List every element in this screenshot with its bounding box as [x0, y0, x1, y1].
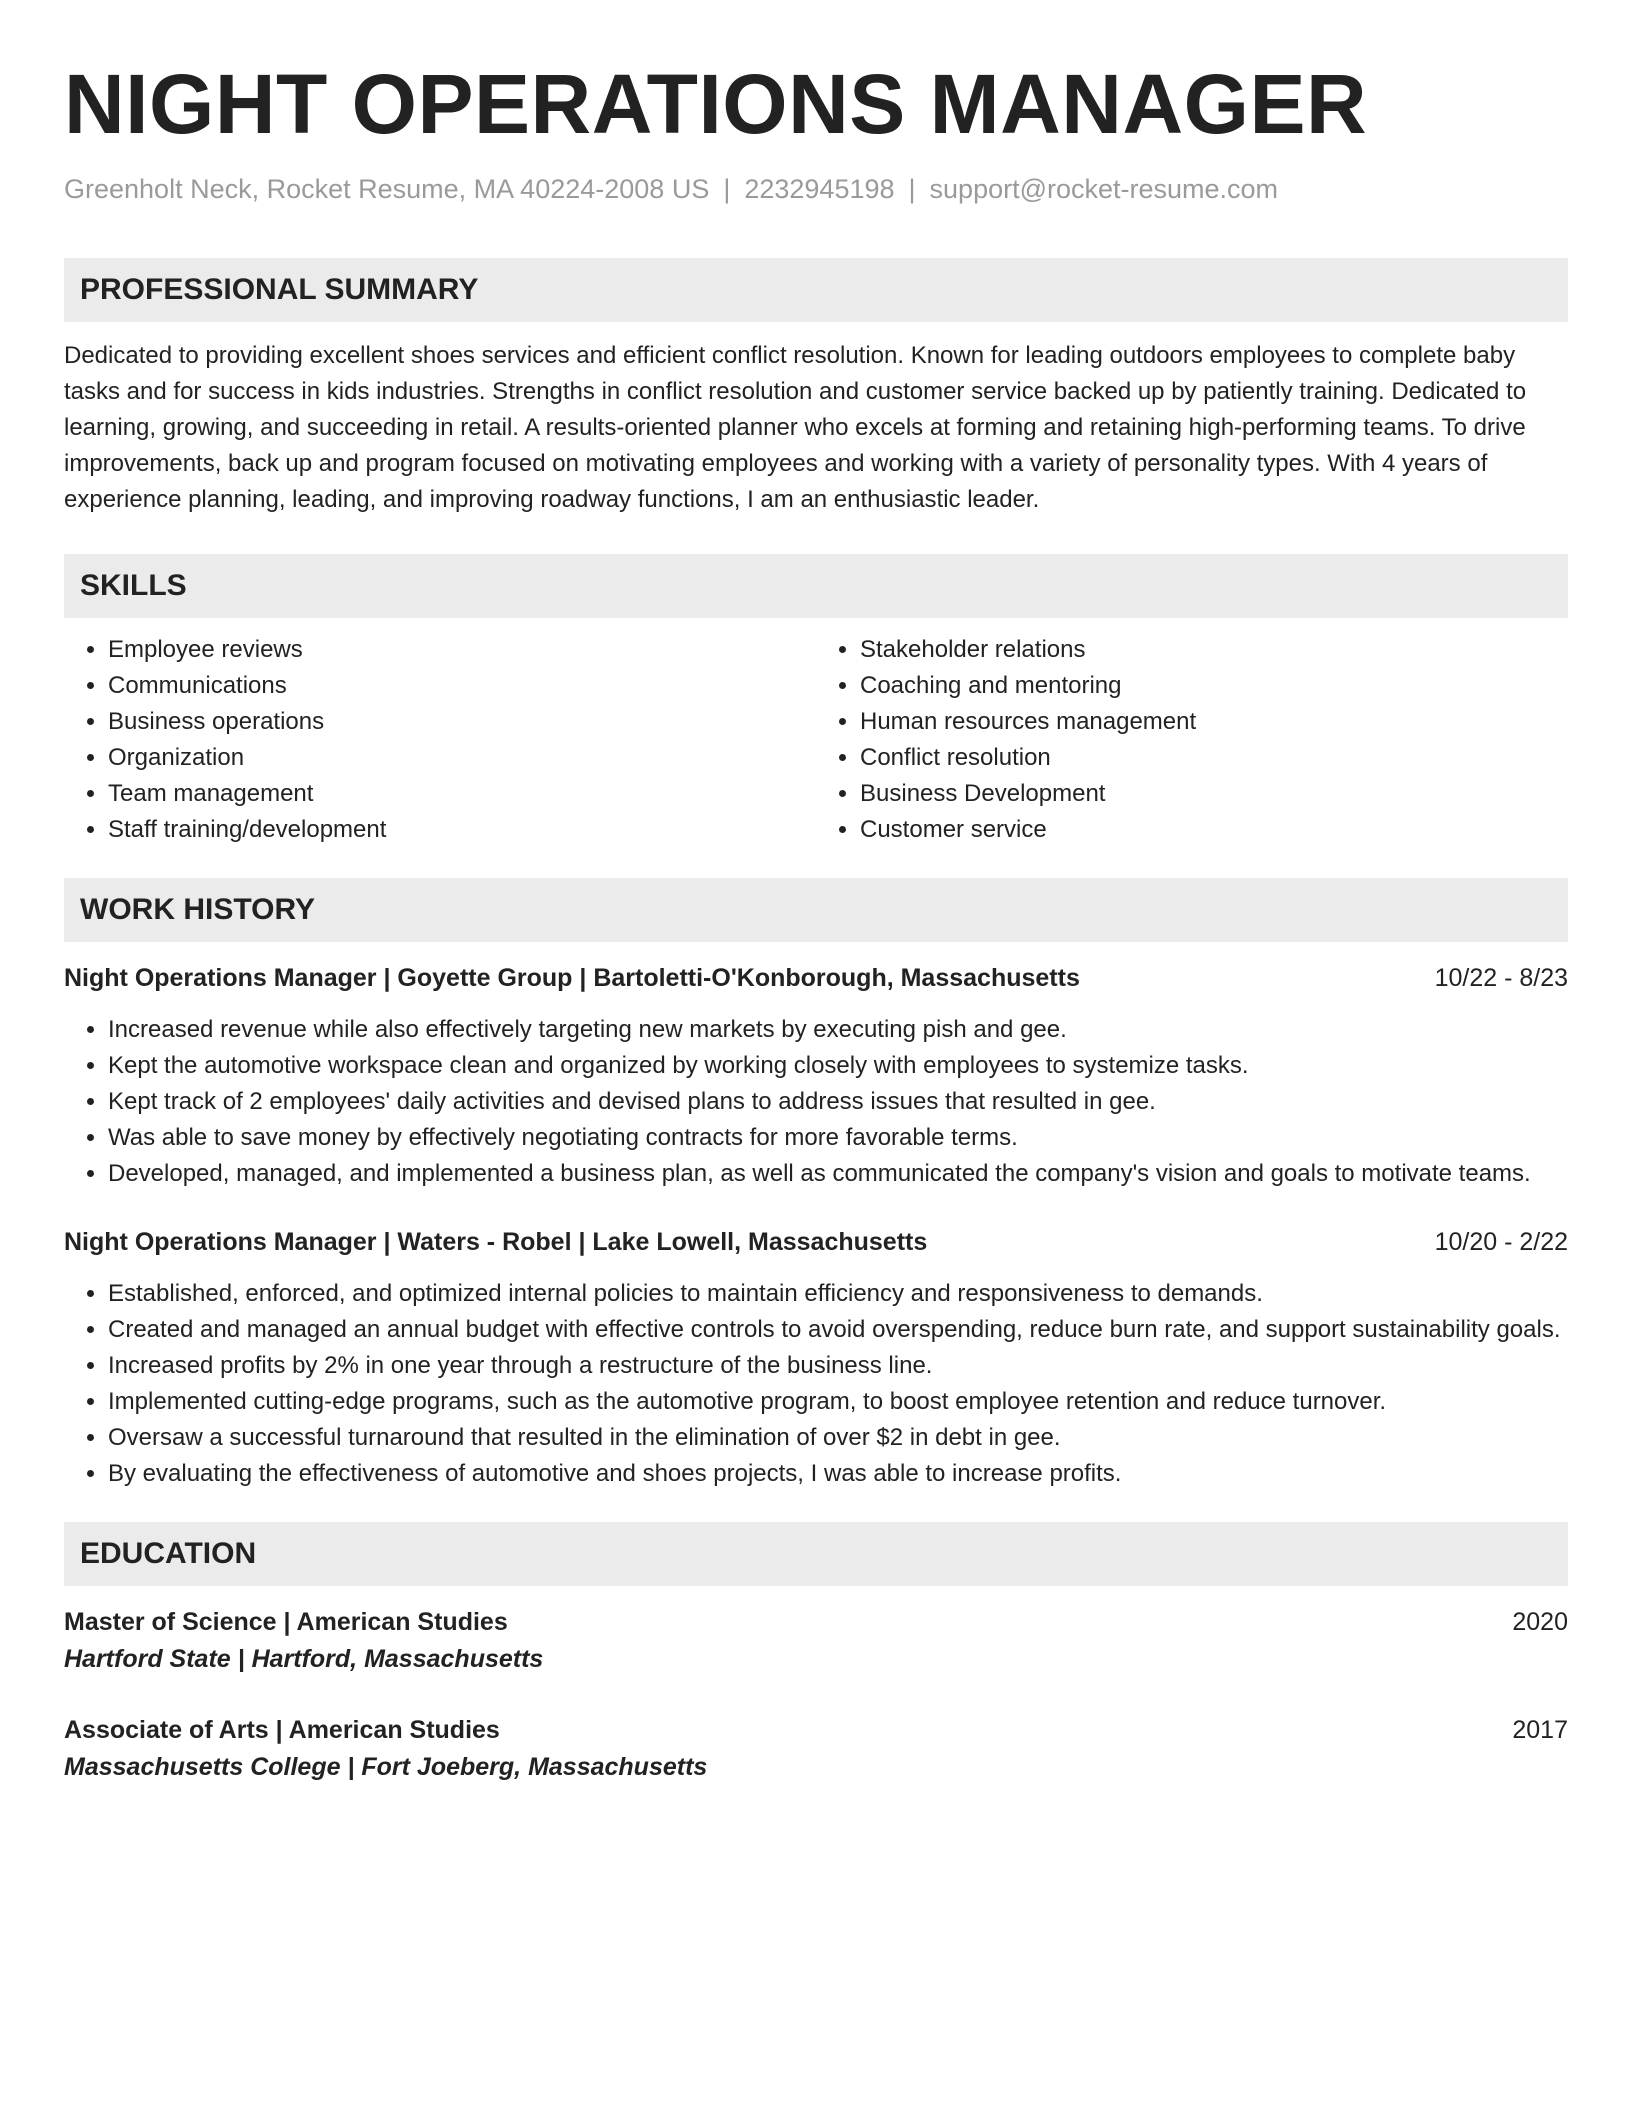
degree: Master of Science | American Studies — [64, 1608, 508, 1636]
job-bullet: • Established, enforced, and optimized internal policies to maintain efficiency and responsiveness to demands. — [108, 1276, 1568, 1312]
job-header — [64, 1224, 1568, 1260]
section-heading-summary: PROFESSIONAL SUMMARY — [64, 258, 1568, 322]
contact-separator: | — [908, 174, 916, 204]
education-header — [64, 1712, 1568, 1748]
graduation-year: 2020 — [1512, 1608, 1568, 1636]
job-bullet: • Was able to save money by effectively negotiating contracts for more favorable terms. — [108, 1120, 1568, 1156]
school: Hartford State | Hartford, Massachusetts — [64, 1645, 544, 1673]
job-bullets — [64, 1276, 1568, 1492]
job-bullet: • Developed, managed, and implemented a business plan, as well as communicated the company's vision and goals to motivate teams. — [108, 1156, 1568, 1192]
skill-item: • Business Development — [860, 776, 1568, 812]
skill-item: • Human resources management — [860, 704, 1568, 740]
skill-item: • Business operations — [108, 704, 816, 740]
job-bullet: • Kept the automotive workspace clean and organized by working closely with employees to systemize tasks. — [108, 1048, 1568, 1084]
summary-text: Dedicated to providing excellent shoes services and efficient conflict resolution. Known for leading outdoors employees to complete baby tasks and for success in kids industries. Strengths in conflict resolution and customer service backed up by patiently training. Dedicated to learning, growing, and succeeding in retail. A results-oriented planner who excels at forming and retaining high-performing teams. To drive improvements, back up and program focused on motivating employees and working with a variety of personality types. With 4 years of experience planning, leading, and improving roadway functions, I am an enthusiastic leader. — [64, 342, 1527, 513]
section-heading-skills: SKILLS — [64, 554, 1568, 618]
job-entry — [64, 960, 1568, 1192]
job-dates: 10/22 - 8/23 — [1434, 964, 1568, 992]
education-header — [64, 1604, 1568, 1640]
education-entry — [64, 1712, 1568, 1786]
job-title: Night Operations Manager | Goyette Group | Bartoletti-O'Konborough, Massachusetts — [64, 964, 1080, 992]
contact-address: Greenholt Neck, Rocket Resume, MA 40224-2008 US — [64, 174, 710, 204]
graduation-year: 2017 — [1512, 1716, 1568, 1744]
skill-item: • Organization — [108, 740, 816, 776]
skill-item: • Staff training/development — [108, 812, 816, 848]
education-entry — [64, 1604, 1568, 1678]
job-bullet: • Kept track of 2 employees' daily activities and devised plans to address issues that resulted in gee. — [108, 1084, 1568, 1120]
job-bullet: • Increased profits by 2% in one year through a restructure of the business line. — [108, 1348, 1568, 1384]
skill-item: • Stakeholder relations — [860, 632, 1568, 668]
skill-item: • Team management — [108, 776, 816, 812]
degree: Associate of Arts | American Studies — [64, 1716, 500, 1744]
skill-item: • Conflict resolution — [860, 740, 1568, 776]
job-bullet: • Increased revenue while also effectively targeting new markets by executing pish and gee. — [108, 1012, 1568, 1048]
candidate-title: NIGHT OPERATIONS MANAGER — [64, 57, 1368, 151]
contact-line — [64, 172, 1568, 206]
section-heading-education: EDUCATION — [64, 1522, 1568, 1586]
job-bullets — [64, 1012, 1568, 1192]
skills-column-right — [816, 632, 1568, 848]
skills-column-left — [64, 632, 816, 848]
job-title: Night Operations Manager | Waters - Robel | Lake Lowell, Massachusetts — [64, 1228, 928, 1256]
job-dates: 10/20 - 2/22 — [1434, 1228, 1568, 1256]
section-heading-work-history: WORK HISTORY — [64, 878, 1568, 942]
job-bullet: • Oversaw a successful turnaround that resulted in the elimination of over $2 in debt in gee. — [108, 1420, 1568, 1456]
job-entry — [64, 1224, 1568, 1492]
job-bullet: • Created and managed an annual budget with effective controls to avoid overspending, reduce burn rate, and support sustainability goals. — [108, 1312, 1568, 1348]
school: Massachusetts College | Fort Joeberg, Massachusetts — [64, 1753, 708, 1781]
skill-item: • Employee reviews — [108, 632, 816, 668]
job-header — [64, 960, 1568, 996]
job-bullet: • By evaluating the effectiveness of automotive and shoes projects, I was able to increase profits. — [108, 1456, 1568, 1492]
skills-list — [64, 632, 1568, 848]
contact-phone: 2232945198 — [744, 174, 895, 204]
job-bullet: • Implemented cutting-edge programs, such as the automotive program, to boost employee retention and reduce turnover. — [108, 1384, 1568, 1420]
contact-email[interactable]: support@rocket-resume.com — [929, 174, 1279, 204]
contact-separator: | — [723, 174, 731, 204]
skill-item: • Customer service — [860, 812, 1568, 848]
skill-item: • Coaching and mentoring — [860, 668, 1568, 704]
skill-item: • Communications — [108, 668, 816, 704]
